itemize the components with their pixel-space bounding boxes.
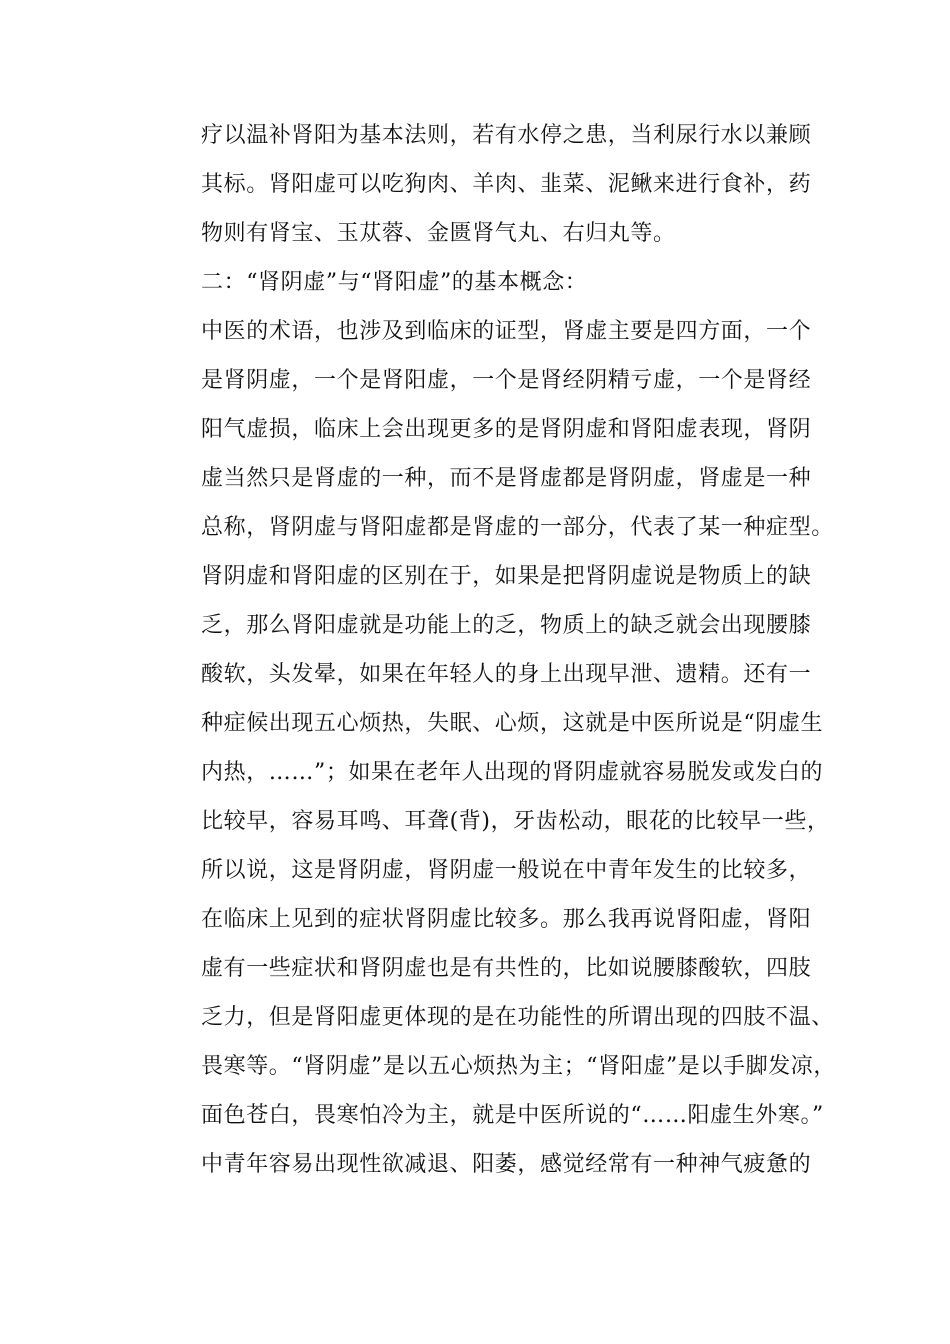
text-line: 所以说，这是肾阴虚，肾阴虚一般说在中青年发生的比较多，: [201, 858, 812, 883]
text-line: 肾阴虚和肾阳虚的区别在于，如果是把肾阴虚说是物质上的缺: [201, 564, 812, 589]
text-line: 中医的术语，也涉及到临床的证型，肾虚主要是四方面，一个: [201, 319, 812, 344]
text-line: 疗以温补肾阳为基本法则，若有水停之患，当利尿行水以兼顾: [201, 123, 812, 148]
text-line: 其标。肾阳虚可以吃狗肉、羊肉、韭菜、泥鳅来进行食补，药: [201, 172, 812, 197]
text-line: 物则有肾宝、玉苁蓉、金匮肾气丸、右归丸等。: [201, 221, 676, 246]
text-line: 乏力，但是肾阳虚更体现的是在功能性的所谓出现的四肢不温、: [201, 1005, 834, 1030]
text-line: 虚有一些症状和肾阴虚也是有共性的，比如说腰膝酸软，四肢: [201, 956, 812, 981]
text-line: 阳气虚损，临床上会出现更多的是肾阴虚和肾阳虚表现，肾阴: [201, 417, 812, 442]
text-line: 面色苍白，畏寒怕冷为主，就是中医所说的“……阳虚生外寒。”: [201, 1103, 824, 1128]
text-line: 内热，……”；如果在老年人出现的肾阴虚就容易脱发或发白的: [201, 760, 824, 785]
text-line: 种症候出现五心烦热，失眠、心烦，这就是中医所说是“阴虚生: [201, 711, 824, 736]
text-line: 畏寒等。“肾阴虚”是以五心烦热为主；“肾阳虚”是以手脚发凉，: [201, 1054, 836, 1079]
text-line: 在临床上见到的症状肾阴虚比较多。那么我再说肾阳虚，肾阳: [201, 907, 812, 932]
text-line: 乏，那么肾阳虚就是功能上的乏，物质上的缺乏就会出现腰膝: [201, 613, 812, 638]
text-line: 是肾阴虚，一个是肾阳虚，一个是肾经阴精亏虚，一个是肾经: [201, 368, 812, 393]
text-line: 虚当然只是肾虚的一种，而不是肾虚都是肾阴虚，肾虚是一种: [201, 466, 812, 491]
text-line: 酸软，头发晕，如果在年轻人的身上出现早泄、遗精。还有一: [201, 662, 812, 687]
text-line: 总称，肾阴虚与肾阳虚都是肾虚的一部分，代表了某一种症型。: [201, 515, 834, 540]
text-line: 中青年容易出现性欲减退、阳萎，感觉经常有一种神气疲惫的: [201, 1152, 812, 1177]
section-heading: 二：“肾阴虚”与“肾阳虚”的基本概念：: [201, 270, 588, 295]
body-text: [201, 118, 836, 1196]
text-line: 比较早，容易耳鸣、耳聋(背)，牙齿松动，眼花的比较早一些，: [201, 809, 830, 834]
